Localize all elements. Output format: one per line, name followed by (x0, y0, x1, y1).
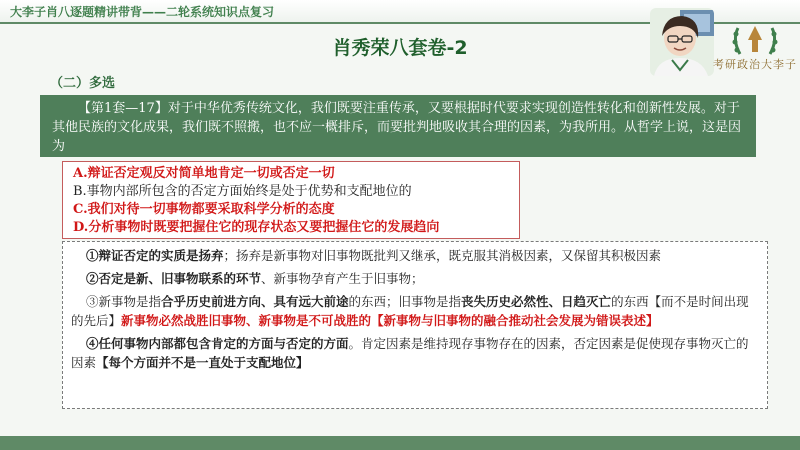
laurel-logo-icon (716, 20, 794, 60)
analysis-point-3-d: 丧失历史必然性、日趋灭亡 (461, 294, 612, 309)
analysis-point-1 (71, 246, 759, 265)
analysis-point-1-bold: ①辩证否定的实质是扬弃 (86, 248, 224, 263)
series-title: 大李子肖八逐题精讲带背——二轮系统知识点复习 (10, 5, 275, 19)
analysis-point-3-a: ③新事物是指 (86, 294, 162, 309)
analysis-point-3 (71, 292, 759, 330)
analysis-point-3-c: 的东西；旧事物是指 (348, 294, 462, 309)
avatar-illustration-icon (650, 8, 714, 76)
logo-caption: 考研政治大李子 (713, 58, 797, 71)
question-stem: 【第1套—17】对于中华优秀传统文化，我们既要注重传承，又要根据时代要求实现创造性转化和创新性发展。对于其他民族的文化成果，我们既不照搬，也不应一概排斥，而要批判地吸收其合理的因素，为我所用。从哲学上说，这是因为 (40, 95, 756, 157)
option-c: C.我们对待一切事物都要采取科学分析的态度 (73, 202, 335, 217)
analysis-panel (62, 241, 768, 409)
option-b: B.事物内部所包含的否定方面始终是处于优势和支配地位的 (73, 184, 412, 199)
analysis-point-3-b: 合乎历史前进方向、具有远大前途 (161, 294, 349, 309)
presenter-avatar (650, 8, 714, 76)
option-d: D.分析事物时既要把握住它的现存状态又要把握住它的发展趋向 (73, 220, 440, 235)
analysis-point-4-end: 【每个方面并不是一直处于支配地位】 (96, 355, 309, 370)
analysis-point-3-red: 新事物必然战胜旧事物、新事物是不可战胜的【新事物与旧事物的融合推动社会发展为错误表述】 (121, 313, 659, 328)
analysis-point-4-text: 。肯定因素是维持现存事物存在的因素，否定因素是促使现存事物灭亡的因素 (71, 336, 749, 370)
analysis-point-4 (71, 334, 759, 372)
analysis-point-2 (71, 269, 759, 288)
bottom-footer-bar (0, 436, 800, 450)
options-list (62, 161, 520, 239)
analysis-point-3-e: 的东西【而不是时间出现的先后】 (71, 294, 749, 328)
analysis-point-4-bold: ④任何事物内部都包含肯定的方面与否定的方面 (86, 336, 349, 351)
analysis-point-1-text: ；扬弃是新事物对旧事物既批判又继承，既克服其消极因素，又保留其积极因素 (223, 248, 662, 263)
section-label: （二）多选 (50, 76, 116, 91)
slide-title: 肖秀荣八套卷-2 (332, 37, 468, 59)
analysis-point-2-text: 、新事物孕育产生于旧事物； (261, 271, 424, 286)
analysis-point-2-bold: ②否定是新、旧事物联系的环节 (86, 271, 262, 286)
option-a: A.辩证否定观反对简单地肯定一切或否定一切 (73, 166, 335, 181)
